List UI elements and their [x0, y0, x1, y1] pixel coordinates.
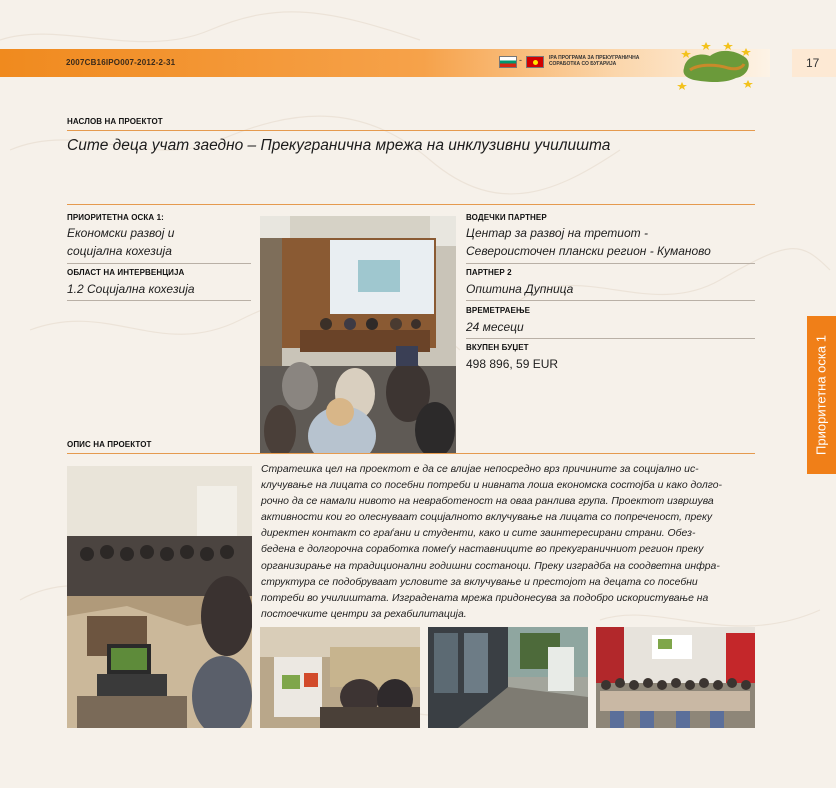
- intervention-area-label: ОБЛАСТ НА ИНТЕРВЕНЦИЈА: [67, 268, 185, 277]
- description-line-4: активности кои го олеснуваат социјалното вклучување на лицата со попреченост, преку: [261, 512, 713, 524]
- duration-value: 24 месеци: [466, 320, 524, 334]
- budget-value: 498 896, 59 EUR: [466, 357, 559, 371]
- project-code: 2007CB16IPO007-2012-2-31: [66, 58, 176, 67]
- photo-presentation: [260, 627, 420, 728]
- lead-rule: [466, 263, 755, 264]
- macedonia-flag-icon: [526, 56, 544, 68]
- description-line-1: Стратешка цел на проектот е да се влијае непосредно врз причините за социјално ис-: [261, 464, 699, 475]
- description-label: ОПИС НА ПРОЕКТОТ: [67, 440, 152, 449]
- photo-building-entrance: [428, 627, 588, 728]
- partner2-rule: [466, 300, 755, 301]
- project-description: [261, 462, 755, 623]
- program-logo-icon: [676, 38, 756, 90]
- description-line-2: клучување на лицата со посебни потреби и нивната лоша економска состојба и како долго-: [261, 480, 722, 492]
- description-line-8: структура се подобруваат условите за вклучување и престојот на децата со посебни: [261, 576, 698, 588]
- priority-axis-label: ПРИОРИТЕТНА ОСКА 1:: [67, 213, 164, 222]
- budget-label: ВКУПЕН БУЏЕТ: [466, 343, 529, 352]
- program-name: [549, 55, 664, 67]
- program-name-line-2: СОРАБОТКА СО БУГАРИЈА: [549, 61, 617, 67]
- partner2-label: ПАРТНЕР 2: [466, 268, 512, 277]
- title-rule-top: [67, 130, 755, 131]
- lead-partner-line-1: Центар за развој на третиот -: [466, 226, 648, 240]
- lead-partner-line-2: Североисточен плански регион - Куманово: [466, 244, 711, 258]
- bulgaria-flag-icon: [499, 56, 517, 68]
- partner2-value: Општина Дупница: [466, 282, 574, 296]
- project-title: Сите деца учат заедно – Прекугранична мрежа на инклузивни училишта: [67, 137, 611, 154]
- page-number: 17: [806, 56, 820, 70]
- priority-axis-line-2: социјална кохезија: [67, 244, 172, 258]
- photo-conference-hall: [260, 216, 456, 454]
- lead-partner-label: ВОДЕЧКИ ПАРТНЕР: [466, 213, 547, 222]
- priority-side-tab-label: Приоритетна оска 1: [813, 335, 829, 455]
- description-line-7: организирање на традиционални годишни состаноци. Преку изградба на соодветна инфра-: [261, 560, 720, 572]
- area-rule: [67, 300, 251, 301]
- description-line-6: бедена е долгорочна соработка помеѓу наставниците во прекуграничниот регион преку: [261, 544, 704, 556]
- description-rule: [67, 453, 755, 454]
- description-line-5: директен контакт со граѓани и студенти, како и сите заинтересирани страни. Обез-: [261, 528, 696, 540]
- description-line-9: потреби во училиштата. Изградената мрежа придонесува за подобро искористување на: [261, 592, 709, 604]
- flag-separator: -: [519, 55, 522, 65]
- duration-label: ВРЕМЕТРАЕЊЕ: [466, 306, 531, 315]
- priority-rule: [67, 263, 251, 264]
- description-line-3: рочно да се намали нивото на невработеност на оваа ранлива група. Проектот извршува: [261, 496, 714, 508]
- title-rule-bottom: [67, 204, 755, 205]
- photo-group: [596, 627, 755, 728]
- program-name-line-1: IPA ПРОГРАМА ЗА ПРЕКУГРАНИЧНА: [549, 55, 640, 61]
- photo-meeting-room: [67, 466, 252, 728]
- intervention-area-value: 1.2 Социјална кохезија: [67, 282, 195, 296]
- priority-axis-line-1: Економски развој и: [67, 226, 175, 240]
- duration-rule: [466, 338, 755, 339]
- description-line-10: постоечките центри за рехабилитација.: [261, 608, 467, 620]
- project-title-label: НАСЛОВ НА ПРОЕКТОТ: [67, 117, 163, 126]
